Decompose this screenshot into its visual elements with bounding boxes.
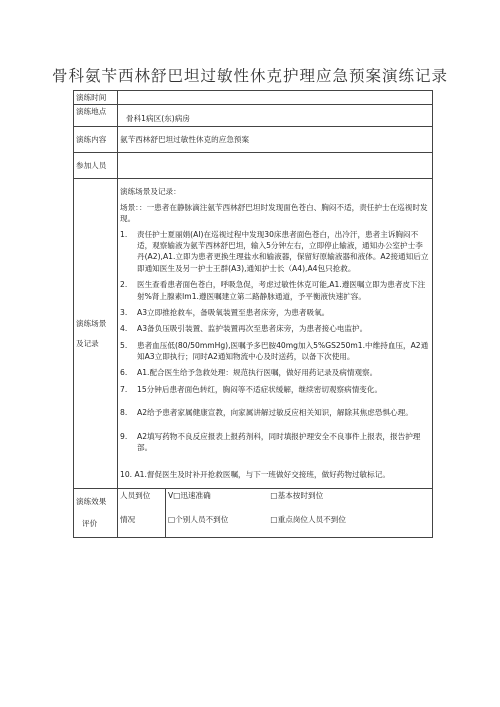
list-item: 8. A2给予患者家属健康宣教，向家属讲解过敏反应相关知识，解除其焦虑恐惧心理。: [120, 408, 413, 418]
time-value[interactable]: [118, 91, 433, 105]
evaluation-options-1: [166, 488, 433, 513]
list-item: 1. 责任护士夏丽娟(AI)在巡视过程中发现30床患者面色苍白，出冷汗，患者主诉胸闷不适，观察输液为氨苄西林舒巴坦，输入5分钟左右，立即停止输液，通知办公室护士李丹(A2),A1.立即为患者更换生理盐水和输液器，保留好原输液器和液体。A2接通知后立即通知医生及另一护士王群(A3),通知护士长（A4),A4包只抢救。: [120, 229, 429, 273]
row-participants: [74, 153, 433, 179]
scenario-label: [74, 179, 118, 488]
row-content: [74, 127, 433, 153]
time-label: 演练时间: [74, 91, 118, 105]
list-item: 2. 医生查看患者面色苍白，呼吸急促，考虑过敏性休克可能,A1.遵医嘱立即为患者皮下注射%肾上腺素lm1.遵医嘱建立第二路静脉通道，予平衡液快速扩容。: [120, 280, 426, 301]
scenario-heading: 演练场景及记录：: [120, 187, 181, 197]
option-key-posts-absent-checkbox[interactable]: □重点岗位人员不到位: [270, 514, 346, 524]
row-time: [74, 91, 433, 105]
row-place: [74, 105, 433, 127]
list-item: 9. A2填写药物不良反应报表上报药剂科，同时填报护理安全不良事件上报表，报告护理部。: [120, 431, 421, 453]
evaluation-category-2: 情况: [118, 513, 166, 538]
list-item: 5. 患者血压低(80/50mmHg),医嘱予多巴胺40mg加入5%GS250m1.中维持血压，A2通知A3立即执行；同时A2通知物流中心及时送药，以备下次使用。: [120, 340, 429, 362]
evaluation-label-line1: 演练效果: [76, 497, 107, 507]
option-basically-on-time-checkbox[interactable]: □基本按时到位: [270, 490, 324, 500]
participants-value[interactable]: [118, 153, 433, 179]
drill-record-table: [73, 90, 433, 538]
scenario-last-step: 10. A1.督促医生及时补开抢救医嘱，与下一班做好交接班，做好药物过敏标记。: [120, 470, 390, 480]
content-value[interactable]: 氨苄西林舒巴坦过敏性休克的应急预案: [118, 127, 433, 153]
list-item: 7. 15分钟后患者面色转红，胸闷等不适症状缓解，继续密切观察病情变化。: [120, 384, 383, 394]
list-item: 6. A1.配合医生给予急救处理：规范执行医嘱，做好用药记录及病情观察。: [120, 368, 378, 378]
participants-label: 参加人员: [74, 153, 118, 179]
evaluation-options-2: [166, 513, 433, 538]
scenario-record: [118, 179, 433, 488]
place-value[interactable]: 骨科1病区(东)病房: [118, 105, 433, 127]
row-scenario: [74, 179, 433, 488]
place-label: 演练地点: [74, 105, 118, 127]
evaluation-label: [74, 488, 118, 537]
page-title: 骨科氨苄西林舒巴坦过敏性休克护理应急预案演练记录: [51, 67, 448, 85]
option-quick-accurate-checkbox[interactable]: V□迅速准确: [168, 490, 211, 500]
row-evaluation-2: [74, 513, 433, 538]
list-item: 4. A3备负压吸引装置、监护装置再次至患者床旁，为患者接心电监护。: [120, 324, 368, 334]
evaluation-label-line2: 评价: [82, 518, 98, 528]
scenario-label-line2: 及记录: [76, 338, 99, 348]
option-some-absent-checkbox[interactable]: □个别人员不到位: [168, 514, 229, 524]
scenario-label-line1: 演练场景: [76, 319, 107, 329]
list-item: 3. A3立即推抢救车，备吸氧装置至患者床旁，为患者吸氧。: [120, 307, 330, 317]
scenario-intro: 场景：：一患者在静脉滴注氨苄西林舒巴坦时发现面色苍白、胸闷不适，责任护士在巡视时发现。: [120, 202, 428, 224]
row-evaluation-1: [74, 488, 433, 513]
evaluation-category-1: 人员到位: [118, 488, 166, 513]
content-label: 演练内容: [74, 127, 118, 153]
scenario-steps: [120, 229, 430, 454]
